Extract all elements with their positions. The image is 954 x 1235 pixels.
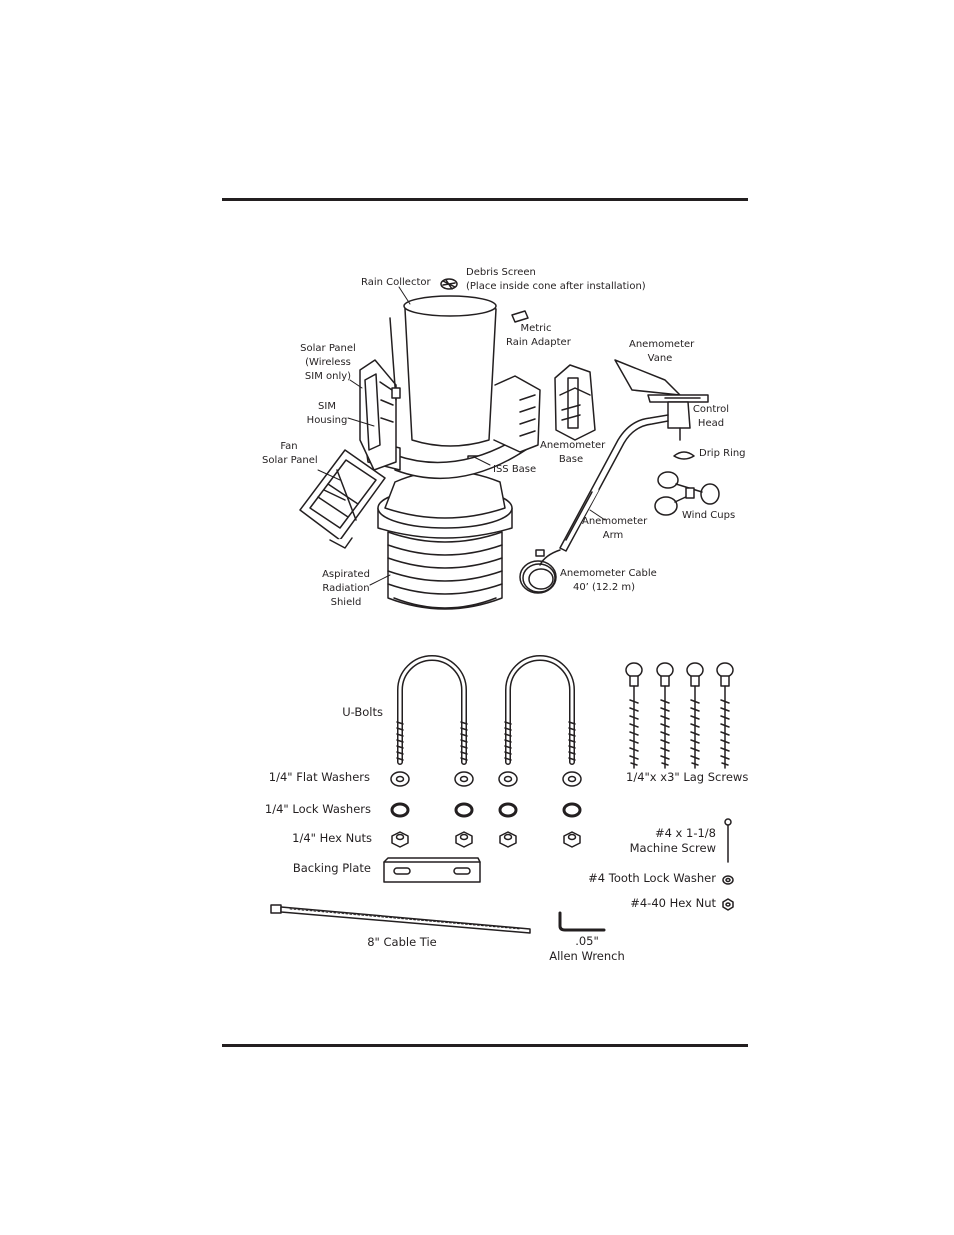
solar-panel-sim-drawing (360, 318, 400, 470)
small-hex-nut-drawing (723, 899, 733, 910)
allen-wrench-drawing (560, 913, 604, 930)
label-flat-washers: 1/4" Flat Washers (268, 770, 370, 784)
label-metric-rain-adapter: Metric Rain Adapter (506, 323, 571, 348)
label-small-hex-nut: #4-40 Hex Nut (630, 896, 716, 910)
label-backing-plate: Backing Plate (292, 861, 371, 875)
label-aspirated-radiation-shield: Aspirated Radiation Shield (322, 569, 370, 608)
label-u-bolts: U-Bolts (342, 705, 383, 719)
label-anemometer-arm: Anemometer Arm (582, 516, 648, 541)
label-fan-solar-panel: Fan Solar Panel (262, 441, 318, 466)
label-iss-base: ISS Base (493, 464, 537, 475)
label-cable-tie: 8" Cable Tie (367, 935, 437, 949)
label-anemometer-cable: Anemometer Cable 40’ (12.2 m) (560, 568, 657, 593)
machine-screw-drawing (725, 819, 731, 862)
label-hex-nuts: 1/4" Hex Nuts (292, 831, 372, 845)
anemometer-vane-drawing (615, 360, 708, 402)
backing-plate-drawing (384, 858, 480, 882)
debris-screen-drawing (441, 279, 457, 289)
label-solar-panel: Solar Panel (Wireless SIM only) (300, 343, 356, 382)
label-tooth-lock-washer: #4 Tooth Lock Washer (588, 871, 716, 885)
flat-washers (391, 772, 581, 786)
label-machine-screw: #4 x 1-1/8 Machine Screw (629, 826, 716, 855)
label-drip-ring: Drip Ring (699, 448, 746, 459)
tooth-lock-washer-drawing (723, 876, 733, 884)
label-lag-screws: 1/4"x x3" Lag Screws (626, 770, 749, 784)
anemometer-cable-drawing (520, 550, 560, 593)
label-debris-screen: Debris Screen (Place inside cone after installation) (466, 267, 646, 292)
u-bolt-1 (397, 658, 467, 762)
label-sim-housing: SIM Housing (306, 401, 348, 426)
metric-adapter-drawing (512, 311, 528, 322)
lock-washers (392, 804, 580, 816)
label-rain-collector: Rain Collector (361, 277, 431, 288)
drip-ring-drawing (674, 452, 694, 459)
control-head-drawing (668, 402, 690, 440)
label-allen-wrench: .05" Allen Wrench (549, 934, 625, 963)
label-anemometer-vane: Anemometer Vane (629, 339, 695, 364)
anemometer-base-drawing (555, 365, 595, 440)
cable-tie-drawing (271, 905, 530, 933)
label-anemometer-base: Anemometer Base (540, 440, 606, 465)
label-wind-cups: Wind Cups (682, 510, 736, 521)
lag-screws (626, 663, 733, 768)
hex-nuts (392, 832, 580, 847)
label-lock-washers: 1/4" Lock Washers (264, 802, 371, 816)
label-control-head: Control Head (692, 404, 730, 429)
u-bolt-2 (505, 658, 575, 762)
